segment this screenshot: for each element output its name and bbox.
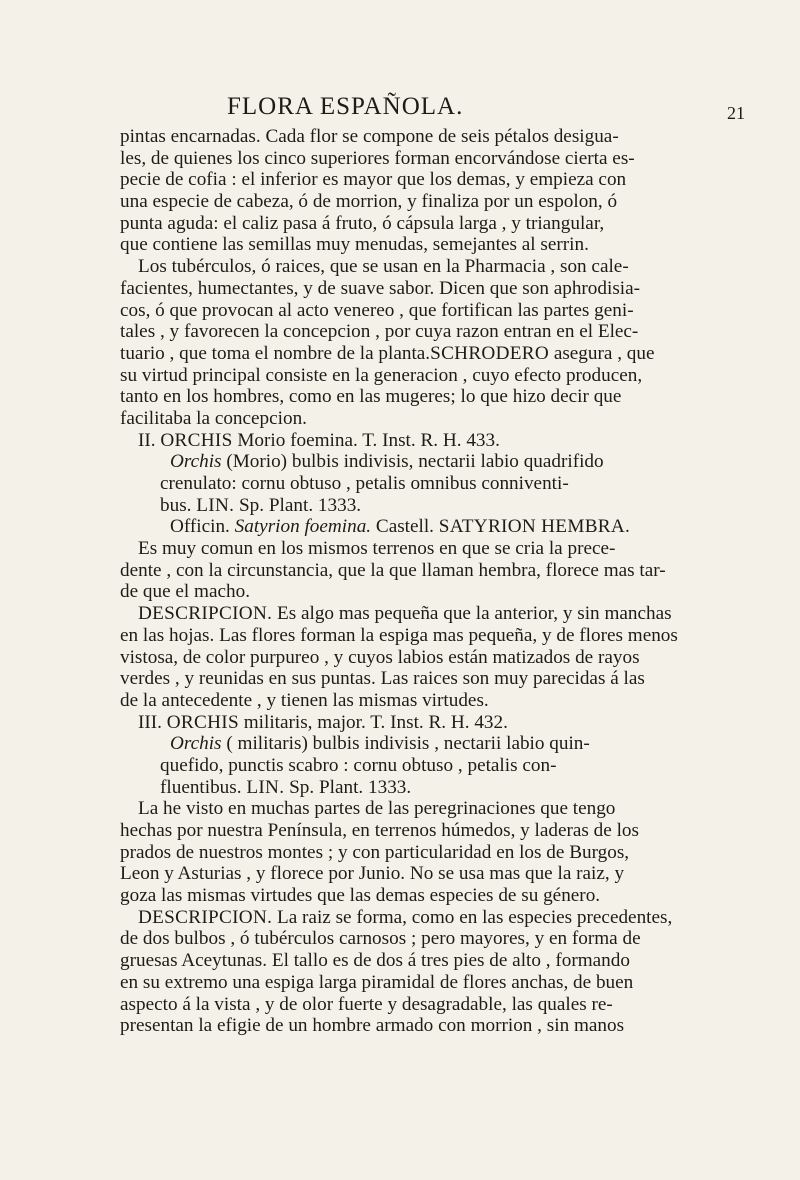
text-line: [120, 820, 740, 842]
text-line: [120, 603, 740, 625]
text-line: [120, 538, 740, 560]
line-segment: en su extremo una espiga larga piramidal de flores anchas, de buen: [120, 971, 634, 993]
line-segment: crenulato: cornu obtuso , petalis omnibus conniventi-: [160, 473, 569, 494]
line-segment: prados de nuestros montes ; y con particularidad en los de Burgos,: [120, 841, 630, 863]
line-segment: presentan la efigie de un hombre armado con morrion , sin manos: [120, 1015, 625, 1037]
line-segment: pintas encarnadas. Cada flor se compone de seis pétalos desigua-: [120, 126, 619, 147]
text-line: [120, 408, 740, 430]
line-segment: les, de quienes los cinco superiores forman encorvándose cierta es-: [120, 147, 635, 169]
line-segment: una especie de cabeza, ó de morrion, y finaliza por un espolon, ó: [120, 191, 618, 213]
text-line: [120, 647, 740, 669]
line-segment: gruesas Aceytunas. El tallo es de dos á tres pies de alto , formando: [120, 950, 630, 972]
line-segment: que contiene las semillas muy menudas, semejantes al serrin.: [120, 234, 589, 256]
text-line: [120, 365, 740, 387]
line-segment: vistosa, de color purpureo , y cuyos labios están matizados de rayos: [120, 646, 640, 668]
text-body: [120, 126, 740, 1037]
text-line: [120, 430, 740, 452]
text-line: [120, 972, 740, 994]
text-line: [120, 928, 740, 950]
text-line: [120, 712, 740, 734]
text-line: [120, 690, 740, 712]
text-line: [120, 798, 740, 820]
text-line: [120, 451, 740, 473]
line-segment: DESCRIPCION.: [138, 906, 273, 928]
line-segment: Leon y Asturias , y florece por Junio. No se usa mas que la raiz, y: [120, 863, 625, 885]
text-line: [120, 625, 740, 647]
line-segment: Satyrion foemina.: [234, 516, 372, 538]
line-segment: facientes, humectantes, y de suave sabor. Dicen que son aphrodisia-: [120, 277, 641, 299]
line-segment: LIN.: [246, 776, 285, 798]
line-segment: Sp. Plant. 1333.: [234, 494, 362, 516]
text-line: [120, 1015, 740, 1037]
line-segment: DESCRIPCION.: [138, 603, 273, 625]
line-segment: fluentibus.: [160, 776, 247, 798]
text-line: [120, 950, 740, 972]
text-line: [120, 755, 740, 777]
line-segment: verdes , y reunidas en sus puntas. Las raices son muy parecidas á las: [120, 668, 645, 690]
line-segment: Los tubérculos, ó raices, que se usan en la Pharmacia , son cale-: [138, 256, 629, 278]
line-segment: Officin.: [170, 516, 235, 538]
text-line: [120, 863, 740, 885]
line-segment: dente , con la circunstancia, que la que llaman hembra, florece mas tar-: [120, 559, 666, 581]
line-segment: tanto en los hombres, como en las mugeres; lo que hizo decir que: [120, 386, 622, 408]
text-line: [120, 300, 740, 322]
line-segment: tuario , que toma el nombre de la planta.: [120, 342, 431, 364]
line-segment: III.: [138, 711, 167, 733]
line-segment: SATYRION HEMBRA.: [438, 516, 631, 538]
line-segment: Es muy comun en los mismos terrenos en que se cria la prece-: [138, 538, 616, 560]
line-segment: bus.: [160, 494, 197, 516]
line-segment: ORCHIS: [166, 711, 239, 733]
text-line: [120, 126, 740, 148]
line-segment: La raiz se forma, como en las especies precedentes,: [272, 906, 673, 928]
text-line: [120, 516, 740, 538]
line-segment: hechas por nuestra Península, en terrenos húmedos, y laderas de los: [120, 820, 639, 841]
line-segment: La he visto en muchas partes de las peregrinaciones que tengo: [138, 798, 616, 820]
text-line: [120, 256, 740, 278]
text-line: [120, 560, 740, 582]
line-segment: Morio foemina. T. Inst. R. H. 433.: [232, 429, 500, 451]
line-segment: su virtud principal consiste en la generacion , cuyo efecto producen,: [120, 364, 643, 386]
line-segment: ( militaris) bulbis indivisis , nectarii labio quin-: [221, 733, 590, 755]
line-segment: asegura , que: [549, 342, 655, 364]
text-line: [120, 191, 740, 213]
text-line: [120, 213, 740, 235]
line-segment: facilitaba la concepcion.: [120, 407, 307, 429]
line-segment: pecie de cofia : el inferior es mayor que los demas, y empieza con: [120, 169, 627, 191]
line-segment: ORCHIS: [160, 429, 233, 451]
text-line: [120, 885, 740, 907]
line-segment: (Morio) bulbis indivisis, nectarii labio quadrifido: [221, 451, 604, 473]
line-segment: goza las mismas virtudes que las demas especies de su género.: [120, 885, 601, 907]
text-line: [120, 495, 740, 517]
line-segment: de dos bulbos , ó tubérculos carnosos ; pero mayores, y en forma de: [120, 928, 641, 950]
text-line: [120, 386, 740, 408]
text-line: [120, 581, 740, 603]
text-line: [120, 148, 740, 170]
text-line: [120, 278, 740, 300]
text-line: [120, 169, 740, 191]
line-segment: Es algo mas pequeña que la anterior, y sin manchas: [272, 603, 672, 625]
line-segment: quefido, punctis scabro : cornu obtuso , petalis con-: [160, 754, 557, 776]
text-line: [120, 733, 740, 755]
line-segment: Orchis: [170, 451, 222, 473]
line-segment: de la antecedente , y tienen las mismas virtudes.: [120, 689, 489, 711]
text-line: [120, 321, 740, 343]
text-line: [120, 907, 740, 929]
line-segment: de que el macho.: [120, 581, 250, 603]
line-segment: SCHRODERO: [430, 342, 550, 364]
text-line: [120, 473, 740, 495]
text-line: [120, 842, 740, 864]
text-line: [120, 777, 740, 799]
line-segment: tales , y favorecen la concepcion , por cuya razon entran en el Elec-: [120, 321, 639, 343]
text-line: [120, 343, 740, 365]
line-segment: Sp. Plant. 1333.: [284, 776, 412, 798]
line-segment: aspecto á la vista , y de olor fuerte y desagradable, las quales re-: [120, 993, 613, 1015]
page-number: 21: [727, 103, 745, 123]
line-segment: militaris, major. T. Inst. R. H. 432.: [238, 711, 508, 733]
line-segment: cos, ó que provocan al acto venereo , que fortifican las partes geni-: [120, 299, 634, 321]
line-segment: Castell.: [371, 516, 439, 538]
running-head: FLORA ESPAÑOLA.: [227, 93, 464, 120]
line-segment: Orchis: [170, 733, 222, 755]
text-line: [120, 668, 740, 690]
text-line: [120, 234, 740, 256]
line-segment: en las hojas. Las flores forman la espiga mas pequeña, y de flores menos: [120, 624, 678, 646]
text-line: [120, 994, 740, 1016]
line-segment: LIN.: [196, 494, 235, 516]
line-segment: punta aguda: el caliz pasa á fruto, ó cápsula larga , y triangular,: [120, 212, 605, 234]
line-segment: II.: [138, 429, 161, 451]
